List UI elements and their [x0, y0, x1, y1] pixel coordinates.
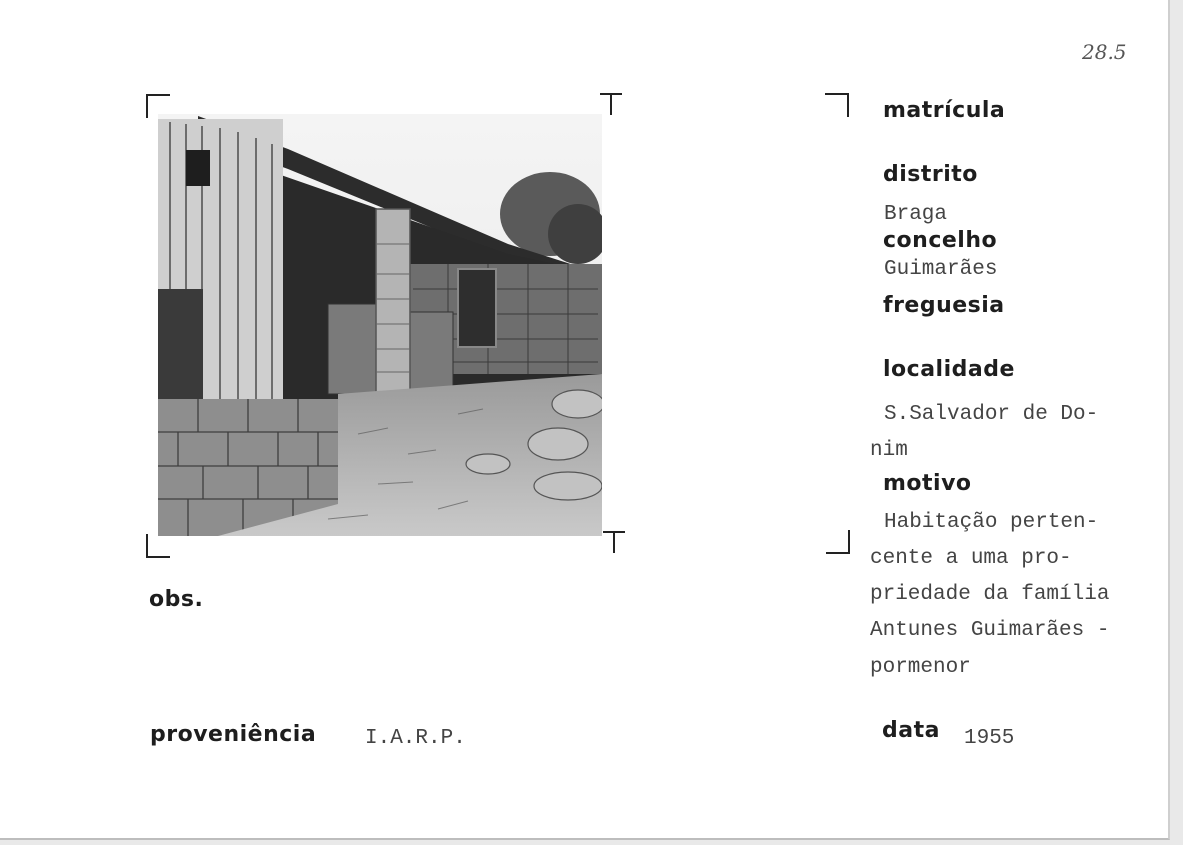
crop-mark-bottom-right	[603, 531, 625, 553]
label-proveniencia: proveniência	[150, 722, 317, 747]
crop-mark-bottom-left	[146, 534, 170, 558]
value-distrito: Braga	[884, 203, 948, 226]
label-freguesia: freguesia	[883, 293, 1005, 318]
value-data: 1955	[964, 727, 1015, 750]
label-localidade: localidade	[883, 357, 1015, 382]
value-motivo-line4: Antunes Guimarães -	[870, 619, 1110, 642]
value-motivo-line5: pormenor	[870, 656, 971, 679]
label-matricula: matrícula	[883, 98, 1006, 123]
crop-mark-top-right	[600, 93, 622, 115]
crop-mark-text-top	[825, 93, 849, 117]
value-motivo-line1: Habitação perten-	[884, 511, 1099, 534]
label-motivo: motivo	[883, 471, 972, 496]
value-concelho: Guimarães	[884, 258, 998, 281]
sheet-number: 28.5	[1082, 40, 1127, 64]
house-photo-illustration	[158, 114, 602, 536]
label-data: data	[882, 718, 940, 743]
crop-mark-text-bottom	[826, 530, 850, 554]
label-concelho: concelho	[883, 228, 998, 253]
value-localidade-line2: nim	[870, 439, 908, 462]
label-distrito: distrito	[883, 162, 978, 187]
house-photo	[158, 114, 602, 536]
value-motivo-line3: priedade da família	[870, 583, 1110, 606]
value-localidade-line1: S.Salvador de Do-	[884, 403, 1099, 426]
value-proveniencia: I.A.R.P.	[365, 727, 466, 750]
label-obs: obs.	[149, 587, 204, 612]
value-motivo-line2: cente a uma pro-	[870, 547, 1072, 570]
